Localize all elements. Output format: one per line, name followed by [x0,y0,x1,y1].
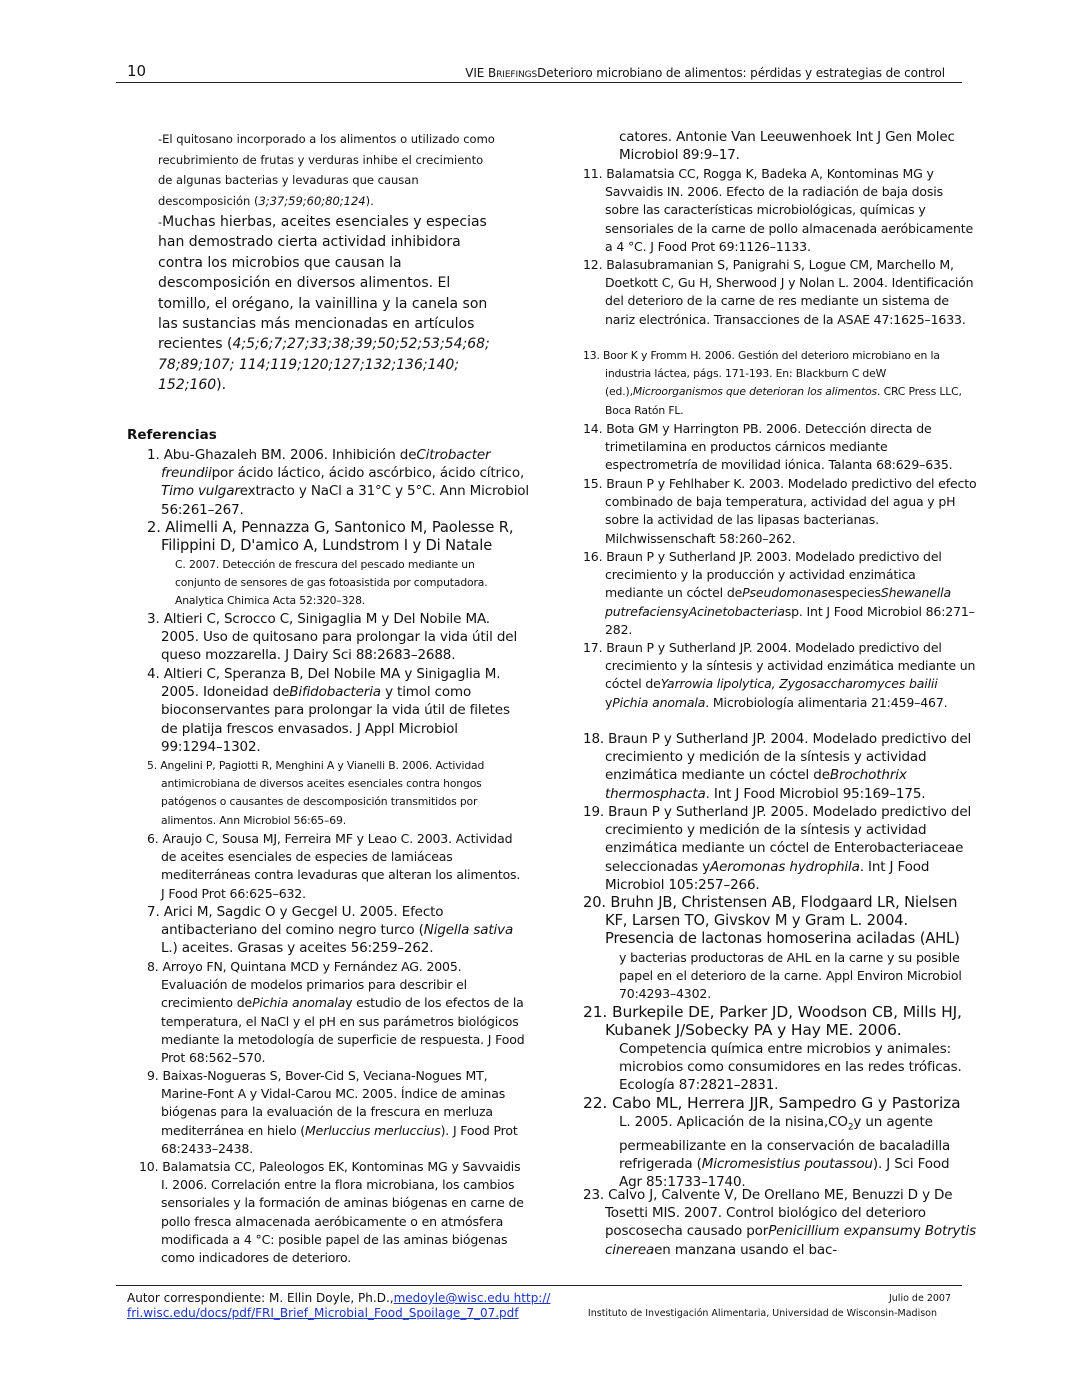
email-link[interactable]: medoyle@wisc.edu [393,1291,510,1305]
reference-item: 11. Balamatsia CC, Rogga K, Badeka A, Kontominas MG y Savvaidis IN. 2006. Efecto de la radiación de baja dosis sobre las características microbiológicas, químicas y sensoriales de la carne de pollo almacenada aeróbicamente a 4 °C. J Food Prot 69:1126–1133. [583,166,974,254]
footer-author: Autor correspondiente: M. Ellin Doyle, Ph.D.,medoyle@wisc.edu http:// fri.wisc.edu/docs/pdf/FRI_Brief_Microbial_Food_Spoilage_7_07.pdf [127,1291,551,1320]
url-link[interactable]: fri.wisc.edu/docs/pdf/FRI_Brief_Microbial_Food_Spoilage_7_07.pdf [127,1306,519,1320]
reference-item: 4. Altieri C, Speranza B, Del Nobile MA y Sinigaglia M. 2005. Idoneidad deBifidobacteria y timol como bioconservantes para prolongar la vida útil de filetes de platija frescos envasados. J Appl Microbiol 99:1294–1302. [147,666,510,755]
reference-item-continued: L. 2005. Aplicación de la $nisina,CO_2y$ un agente permeabilizante en la conservación de bacaladilla refrigerada (Micromesistius poutassou). J Sci Food Agr 85:1733–1740. [619,1114,951,1191]
url-link-start[interactable]: http:// [509,1291,551,1305]
footer-date: Julio de 2007 [888,1293,951,1304]
reference-item: 18. Braun P y Sutherland JP. 2004. Modelado predictivo del crecimiento y medición de la síntesis y actividad enzimática mediante un cóctel deBrochothrix thermosphacta. Int J Food Microbiol 95:169–175. [583,731,972,802]
running-header: VIE BRIEFINGSDeterioro microbiano de alimentos: pérdidas y estrategias de control [465,66,945,80]
reference-item: 10. Balamatsia CC, Paleologos EK, Kontominas MG y Savvaidis I. 2006. Correlación entre la flora microbiana, los cambios sensoriales y la formación de aminas biógenas en carne de pollo fresca almacenada aeróbicamente o en atmósfera modificada a 4 °C: posible papel de las aminas biógenas como indicadores de deterioro. [139,1159,524,1266]
reference-item: 3. Altieri C, Scrocco C, Sinigaglia M y Del Nobile MA. 2005. Uso de quitosano para prolongar la vida útil del queso mozzarella. J Dairy Sci 88:2683–2688. [147,611,518,664]
footer-rule [116,1285,962,1286]
reference-item: 13. Boor K y Fromm H. 2006. Gestión del deterioro microbiano en la industria láctea, págs. 171-193. En: Blackburn C deW (ed.),Microorganismos que deterioran los alimentos. CRC Press LLC, Boca Ratón FL. [583,349,962,417]
reference-item: 12. Balasubramanian S, Panigrahi S, Logue CM, Marchello M, Doetkott C, Gu H, Sherwood J y Nolan L. 2004. Identificación del deterioro de la carne de res mediante un sistema de nariz electrónica. Transacciones de la ASAE 47:1625–1633. [583,257,974,327]
reference-item: 21. Burkepile DE, Parker JD, Woodson CB, Mills HJ, Kubanek J/Sobecky PA y Hay ME. 2006. [583,1003,962,1040]
page-number: 10 [127,62,147,80]
reference-item: 22. Cabo ML, Herrera JJR, Sampedro G y Pastoriza [583,1094,961,1112]
reference-item: 20. Bruhn JB, Christensen AB, Flodgaard LR, Nielsen KF, Larsen TO, Givskov M y Gram L. 2004. Presencia de lactonas homoserina aciladas (AHL) [583,894,960,948]
reference-item: 1. Abu-Ghazaleh BM. 2006. Inhibición deCitrobacter freundiipor ácido láctico, ácido ascórbico, ácido cítrico, Timo vulgarextracto y NaCl a 31°C y 5°C. Ann Microbiol 56:261–267. [147,447,530,518]
reference-item: 8. Arroyo FN, Quintana MCD y Fernández AG. 2005. Evaluación de modelos primarios para describir el crecimiento dePichia anomalay estudio de los efectos de la temperatura, el NaCl y el pH en sus parámetros biológicos mediante la metodología de superficie de respuesta. J Food Prot 68:562–570. [147,959,525,1066]
reference-item: 16. Braun P y Sutherland JP. 2003. Modelado predictivo del crecimiento y la producción y actividad enzimática mediante un cóctel dePseudomonasespeciesShewanella putrefaciensyAcinetobacteriasp. Int J Food Microbiol 86:271–282. [583,549,975,637]
reference-item: 23. Calvo J, Calvente V, De Orellano ME, Benuzzi D y De Tosetti MIS. 2007. Control biológico del deterioro poscosecha causado porPenicillium expansumy Botrytis cinereaen manzana usando el bac- [583,1187,977,1258]
reference-item: 19. Braun P y Sutherland JP. 2005. Modelado predictivo del crecimiento y medición de la síntesis y actividad enzimática mediante un cóctel de Enterobacteriaceae seleccionadas yAeromonas hydrophila. Int J Food Microbiol 105:257–266. [583,804,972,893]
reference-item: 2. Alimelli A, Pennazza G, Santonico M, Paolesse R, Filippini D, D'amico A, Lundstrom I y Di Natale [147,519,514,555]
reference-item: 7. Arici M, Sagdic O y Gecgel U. 2005. Efecto antibacteriano del comino negro turco (Nigella sativa L.) aceites. Grasas y aceites 56:259–262. [147,904,514,957]
reference-item: 17. Braun P y Sutherland JP. 2004. Modelado predictivo del crecimiento y la síntesis y actividad enzimática mediante un cóctel deYarrowia lipolytica, Zygosaccharomyces bailii yPichia anomala. Microbiología alimentaria 21:459–467. [583,640,976,710]
intro-paragraph-herbs: -Muchas hierbas, aceites esenciales y especias han demostrado cierta actividad inhibidora contra los microbios que causan la descomposición en diversos alimentos. El tomillo, el orégano, la vainillina y la canela son las sustancias más mencionadas en artículos recientes (4;5;6;7;27;33;38;39;50;52;53;54;68; 78;89;107; 114;119;120;127;132;136;140; 152;160). [158,214,490,394]
footer-institute: Instituto de Investigación Alimentaria, Universidad de Wisconsin-Madison [587,1308,937,1319]
reference-item: 9. Baixas-Nogueras S, Bover-Cid S, Veciana-Nogues MT, Marine-Font A y Vidal-Carou MC. 2005. Índice de aminas biógenas para la evaluación de la frescura en merluza mediterránea en hielo (Merluccius merluccius). J Food Prot 68:2433–2438. [147,1068,518,1156]
references-heading: Referencias [127,427,217,443]
header-rule [116,82,962,83]
reference-item: 5. Angelini P, Pagiotti R, Menghini A y Vianelli B. 2006. Actividad antimicrobiana de diversos aceites esenciales contra hongos patógenos o causantes de descomposición transmitidos por alimentos. Ann Microbiol 56:65–69. [147,759,485,827]
reference-item-continued: catores. Antonie Van Leeuwenhoek Int J Gen Molec Microbiol 89:9–17. [619,129,955,164]
reference-item-continued: C. 2007. Detección de frescura del pescado mediante un conjunto de sensores de gas fotoasistida por computadora. Analytica Chimica Acta 52:320–328. [175,558,488,608]
reference-item-continued: Competencia química entre microbios y animales: microbios como consumidores en las redes tróficas. Ecología 87:2821–2831. [619,1041,962,1094]
intro-paragraph-chitosan: -El quitosano incorporado a los alimentos o utilizado como recubrimiento de frutas y verduras inhibe el crecimiento de algunas bacterias y levaduras que causan descomposición (3;37;59;60;80;124). [158,132,495,208]
reference-item: 14. Bota GM y Harrington PB. 2006. Detección directa de trimetilamina en productos cárnicos mediante espectrometría de movilidad iónica. Talanta 68:629–635. [583,421,953,473]
reference-item: 15. Braun P y Fehlhaber K. 2003. Modelado predictivo del efecto combinado de baja temperatura, actividad del agua y pH sobre la actividad de las lipasas bacterianas. Milchwissenschaft 58:260–262. [583,476,977,546]
reference-item: 6. Araujo C, Sousa MJ, Ferreira MF y Leao C. 2003. Actividad de aceites esenciales de especies de lamiáceas mediterráneas contra levaduras que alteran los alimentos. J Food Prot 66:625–632. [147,831,521,901]
reference-item-continued: y bacterias productoras de AHL en la carne y su posible papel en el deterioro de la carne. Appl Environ Microbiol 70:4293–4302. [619,950,962,1002]
